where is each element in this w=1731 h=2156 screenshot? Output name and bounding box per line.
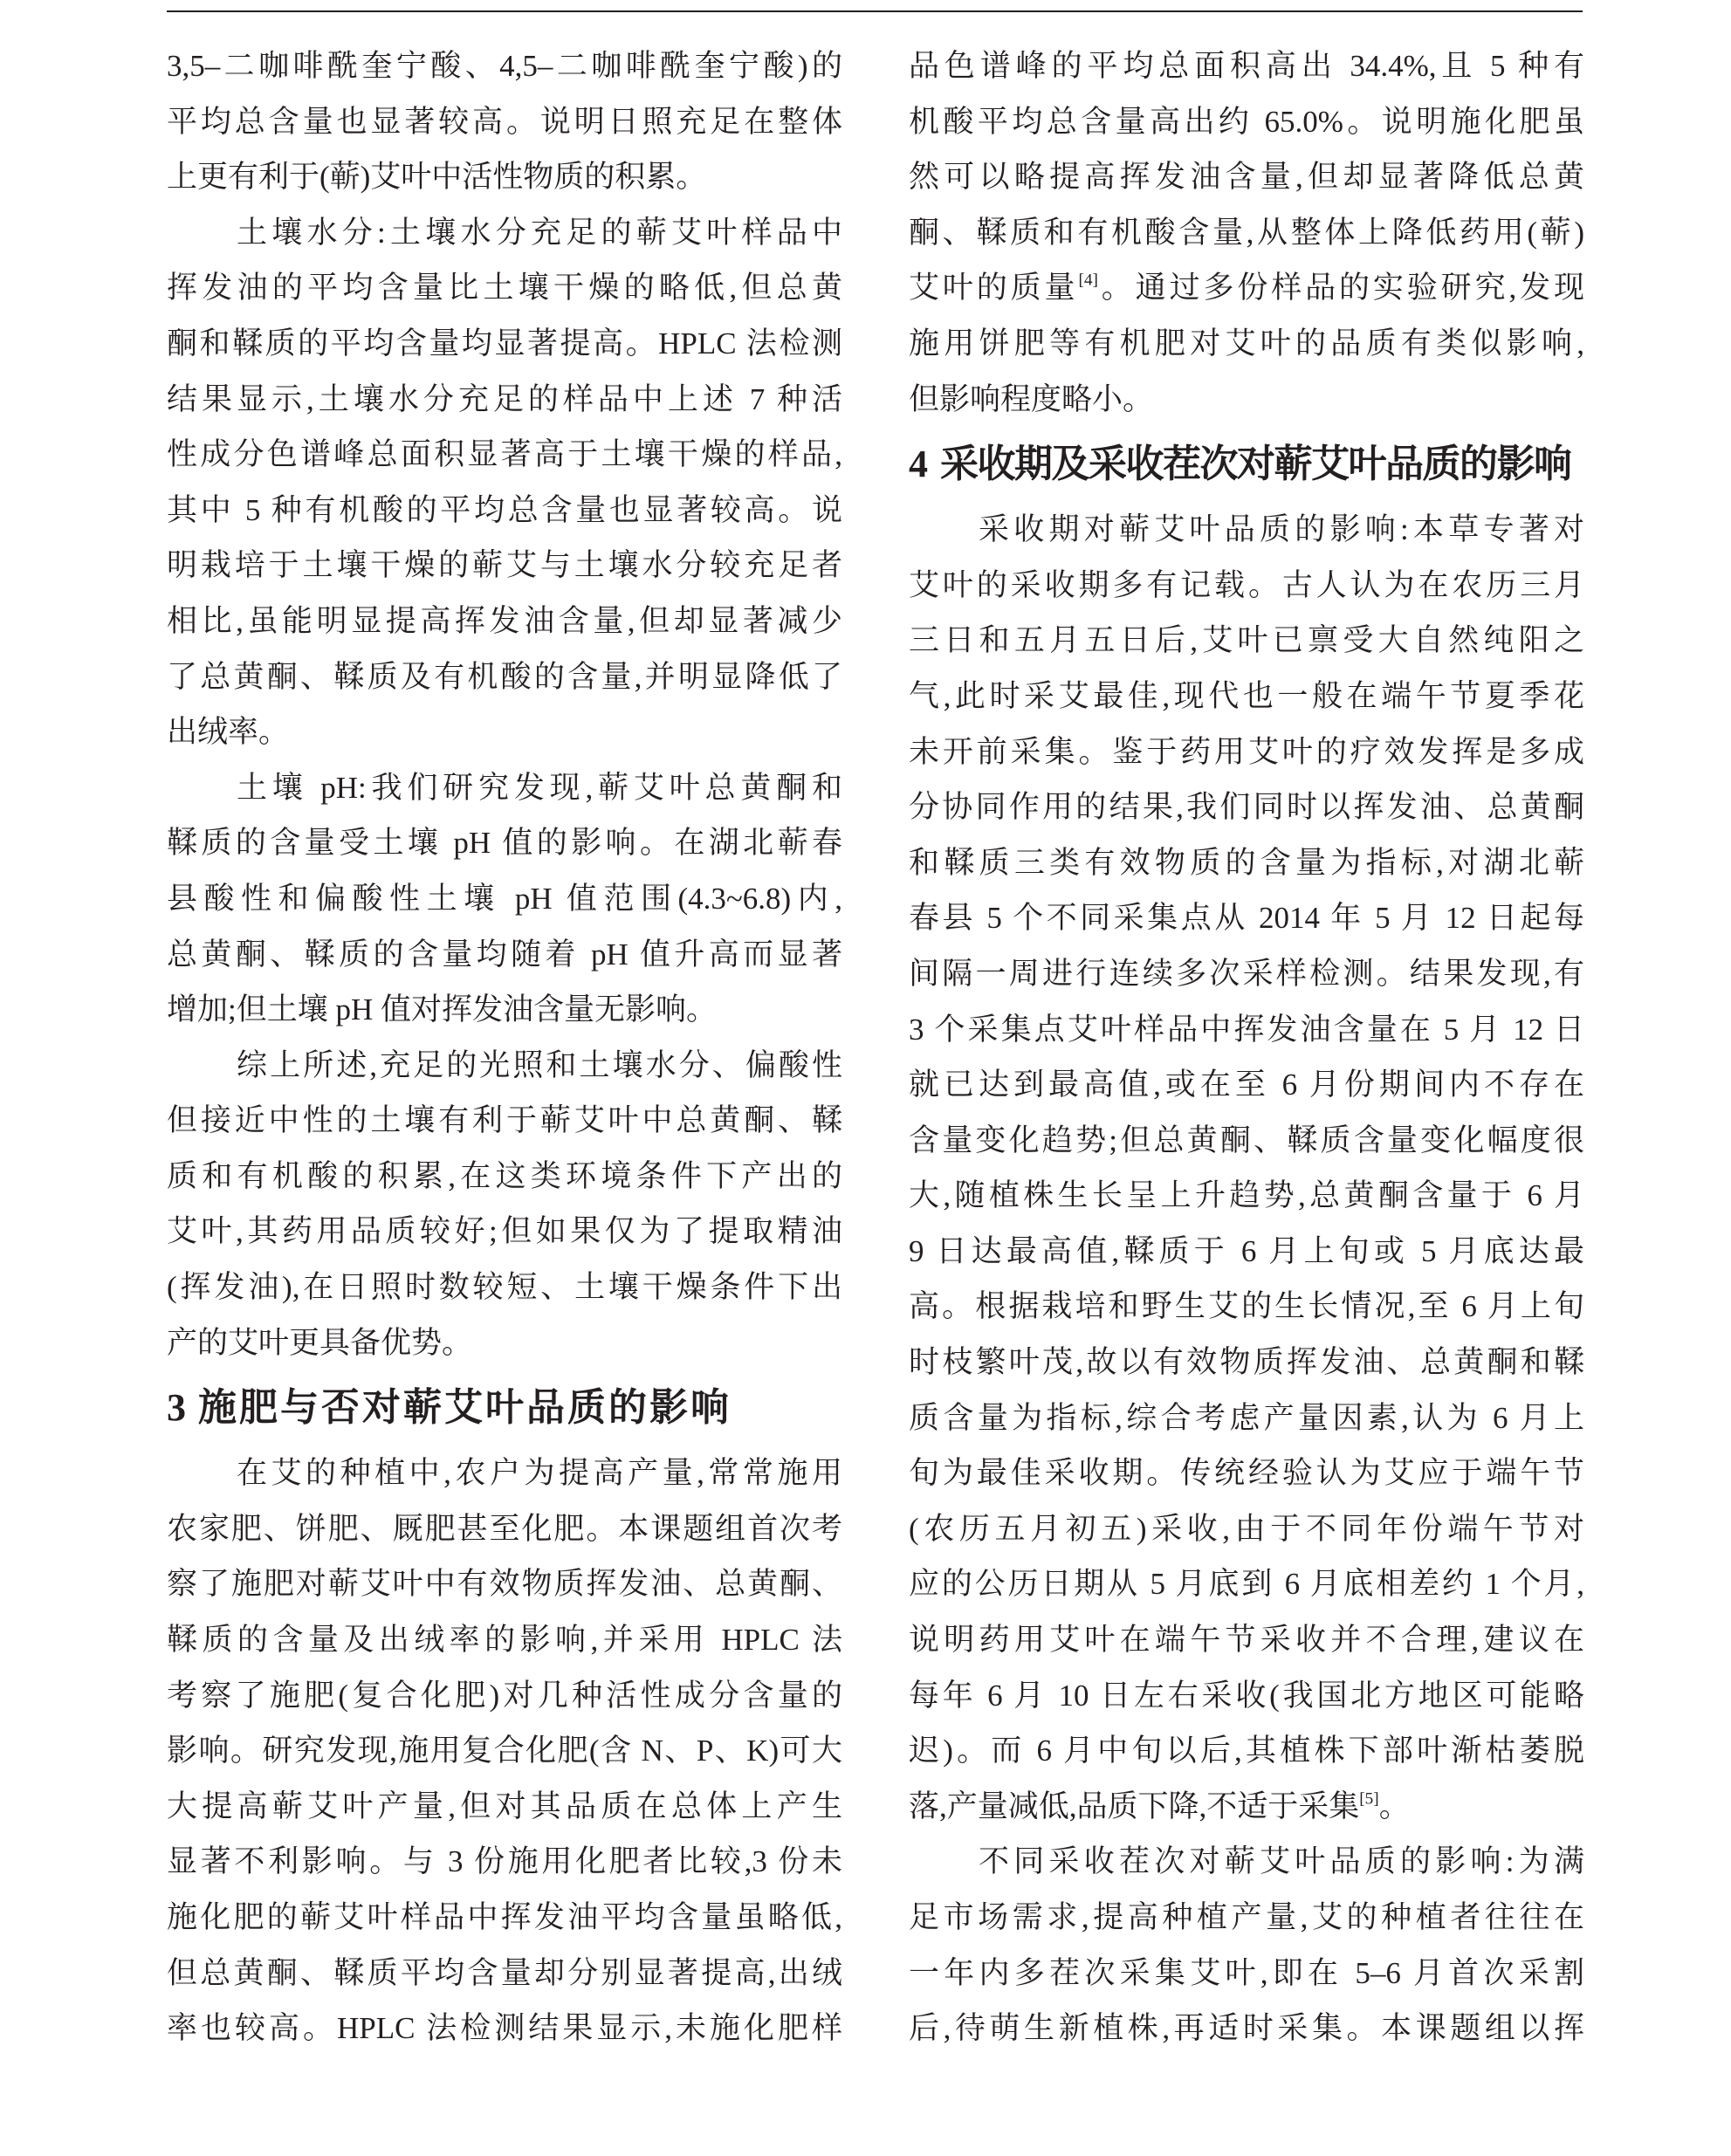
header-rule [167,10,1583,12]
right-column [909,38,1584,2056]
text-line: 间隔一周进行连续多次采样检测。结果发现,有 [909,956,1584,991]
paragraph [167,760,842,1038]
text-line: 时枝繁叶茂,故以有效物质挥发油、总黄酮和鞣 [909,1345,1584,1380]
text-line: 春县 5 个不同采集点从 2014 年 5 月 12 日起每 [909,901,1584,936]
left-column [167,38,842,2056]
text-line: 不同采收茬次对蕲艾叶品质的影响:为满 [979,1844,1584,1879]
text-line: 酮、鞣质和有机酸含量,从整体上降低药用(蕲) [909,215,1584,250]
paragraph [167,38,842,205]
text-line: 农家肥、饼肥、厩肥甚至化肥。本课题组首次考 [167,1511,842,1546]
text-line: 但接近中性的土壤有利于蕲艾叶中总黄酮、鞣 [167,1103,842,1138]
text-line: (农历五月初五)采收,由于不同年份端午节对 [909,1511,1584,1546]
text-line: 9 日达最高值,鞣质于 6 月上旬或 5 月底达最 [909,1233,1584,1268]
text-line: 分协同作用的结果,我们同时以挥发油、总黄酮 [909,790,1584,825]
text-line: 平均总含量也显著较高。说明日照充足在整体 [167,104,842,139]
text-line: 足市场需求,提高种植产量,艾的种植者往往在 [909,1900,1584,1934]
text-line: 总黄酮、鞣质的含量均随着 pH 值升高而显著 [167,937,842,972]
text-line: (挥发油),在日照时数较短、土壤干燥条件下出 [167,1270,842,1305]
text-line: 后,待萌生新植株,再适时采集。本课题组以挥 [909,2011,1584,2046]
text-line: 但总黄酮、鞣质平均含量却分别显著提高,出绒 [167,1955,842,1990]
text-line: 影响。研究发现,施用复合化肥(含 N、P、K)可大 [167,1734,842,1768]
text-line: 机酸平均总含量高出约 65.0%。说明施化肥虽 [909,104,1584,139]
text-line: 酮和鞣质的平均含量均显著提高。HPLC 法检测 [167,326,842,360]
text-line: 气,此时采艾最佳,现代也一般在端午节夏季花 [909,678,1584,713]
text-line: 上更有利于(蕲)艾叶中活性物质的积累。 [167,160,707,195]
text-line: 应的公历日期从 5 月底到 6 月底相差约 1 个月, [909,1567,1584,1602]
section-title: 施肥与否对蕲艾叶品质的影响 [198,1386,732,1430]
text-line: 3 个采集点艾叶样品中挥发油含量在 5 月 12 日 [909,1012,1584,1047]
section-heading [167,1370,842,1445]
text-line: 艾叶,其药用品质较好;但如果仅为了提取精油 [167,1214,842,1249]
text-line: 质含量为指标,综合考虑产量因素,认为 6 月上 [909,1400,1584,1435]
text-line: 在艾的种植中,农户为提高产量,常常施用 [237,1456,842,1491]
text-line: 高。根据栽培和野生艾的生长情况,至 6 月上旬 [909,1289,1584,1324]
text-line: 迟)。而 6 月中旬以后,其植株下部叶渐枯萎脱 [909,1734,1584,1768]
text-line: 鞣质的含量及出绒率的影响,并采用 HPLC 法 [167,1623,842,1658]
text-line [909,260,1584,316]
text-segment: 艾叶的质量 [909,271,1079,306]
text-line: 大,随植株生长呈上升趋势,总黄酮含量于 6 月 [909,1178,1584,1213]
text-line: 相比,虽能明显提高挥发油含量,但却显著减少 [167,603,842,638]
text-line: 出绒率。 [167,715,290,750]
paragraph [909,502,1584,1834]
text-line: 3,5–二咖啡酰奎宁酸、4,5–二咖啡酰奎宁酸)的 [167,49,842,83]
citation-ref: [4] [1078,271,1098,290]
text-line: 然可以略提高挥发油含量,但却显著降低总黄 [909,160,1584,195]
section-heading [909,427,1584,502]
text-line: 未开前采集。鉴于药用艾叶的疗效发挥是多成 [909,734,1584,769]
text-line: 结果显示,土壤水分充足的样品中上述 7 种活 [167,381,842,416]
text-line: 性成分色谱峰总面积显著高于土壤干燥的样品, [167,437,842,472]
text-line [909,1779,1584,1835]
text-line: 艾叶的采收期多有记载。古人认为在农历三月 [909,567,1584,602]
text-line: 了总黄酮、鞣质及有机酸的含量,并明显降低了 [167,659,842,694]
text-line: 三日和五月五日后,艾叶已禀受大自然纯阳之 [909,623,1584,658]
paragraph [167,1445,842,2056]
paragraph [167,205,842,760]
text-line: 品色谱峰的平均总面积高出 34.4%,且 5 种有 [909,49,1584,83]
section-number: 4 [909,443,928,486]
text-line: 说明药用艾叶在端午节采收并不合理,建议在 [909,1623,1584,1658]
text-line: 察了施肥对蕲艾叶中有效物质挥发油、总黄酮、 [167,1567,842,1602]
paragraph [167,1038,842,1371]
text-line: 挥发油的平均含量比土壤干燥的略低,但总黄 [167,271,842,306]
section-title: 采收期及采收茬次对蕲艾叶品质的影响 [940,443,1571,486]
text-line: 和鞣质三类有效物质的含量为指标,对湖北蕲 [909,845,1584,880]
text-line: 县酸性和偏酸性土壤 pH 值范围(4.3~6.8)内, [167,881,842,916]
text-line: 考察了施肥(复合化肥)对几种活性成分含量的 [167,1678,842,1713]
text-line: 旬为最佳采收期。传统经验认为艾应于端午节 [909,1456,1584,1491]
text-line: 增加;但土壤 pH 值对挥发油含量无影响。 [167,992,718,1027]
text-line: 施化肥的蕲艾叶样品中挥发油平均含量虽略低, [167,1900,842,1934]
text-line: 一年内多茬次采集艾叶,即在 5–6 月首次采割 [909,1955,1584,1990]
text-line: 但影响程度略小。 [909,381,1154,416]
text-line: 显著不利影响。与 3 份施用化肥者比较,3 份未 [167,1844,842,1879]
text-segment: 落,产量减低,品质下降,不适于采集 [909,1789,1360,1823]
text-line: 质和有机酸的积累,在这类环境条件下产出的 [167,1158,842,1193]
text-line: 就已达到最高值,或在至 6 月份期间内不存在 [909,1068,1584,1102]
text-segment: 。 [1378,1789,1410,1823]
paragraph [909,38,1584,427]
text-segment: 。通过多份样品的实验研究,发现 [1097,271,1584,306]
paragraph [909,1834,1584,2056]
text-line: 每年 6 月 10 日左右采收(我国北方地区可能略 [909,1678,1584,1713]
text-line: 施用饼肥等有机肥对艾叶的品质有类似影响, [909,326,1584,360]
text-line: 率也较高。HPLC 法检测结果显示,未施化肥样 [167,2011,842,2046]
section-number: 3 [167,1386,186,1430]
citation-ref: [5] [1359,1789,1379,1809]
text-line: 明栽培于土壤干燥的蕲艾与土壤水分较充足者 [167,548,842,583]
text-line: 综上所述,充足的光照和土壤水分、偏酸性 [237,1047,842,1082]
text-line: 土壤 pH:我们研究发现,蕲艾叶总黄酮和 [237,770,842,805]
text-line: 鞣质的含量受土壤 pH 值的影响。在湖北蕲春 [167,826,842,861]
text-line: 土壤水分:土壤水分充足的蕲艾叶样品中 [237,215,842,250]
text-line: 采收期对蕲艾叶品质的影响:本草专著对 [979,512,1584,547]
text-line: 大提高蕲艾叶产量,但对其品质在总体上产生 [167,1789,842,1823]
text-line: 产的艾叶更具备优势。 [167,1325,473,1360]
text-line: 其中 5 种有机酸的平均总含量也显著较高。说 [167,492,842,527]
text-line: 含量变化趋势;但总黄酮、鞣质含量变化幅度很 [909,1123,1584,1157]
